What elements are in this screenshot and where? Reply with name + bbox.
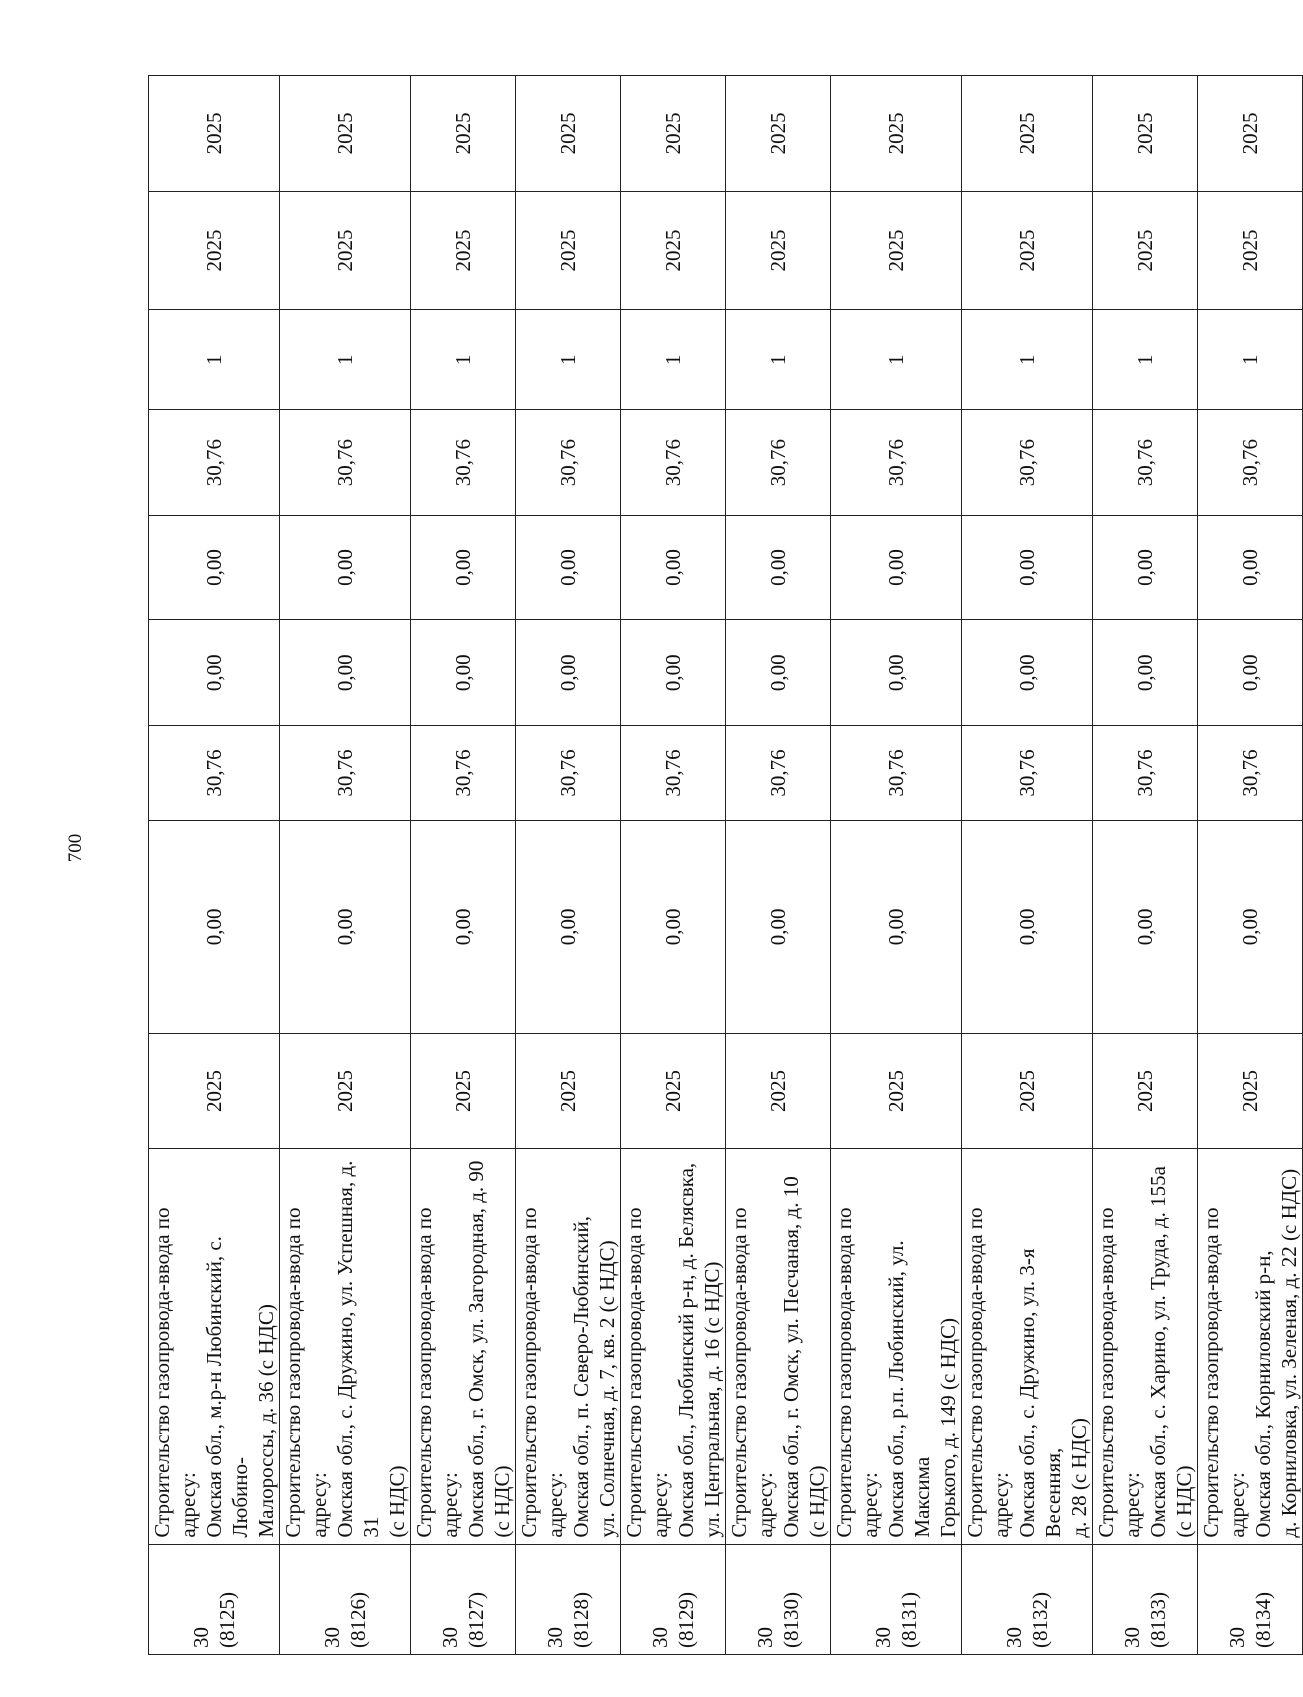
row-value-5-text: 30,76 xyxy=(556,439,580,487)
row-value-3-cell xyxy=(280,620,411,726)
row-description-text: Строительство газопровода-ввода по адресу: Омская обл., г. Омск, ул. Загородная, д. 90 (с НДС) xyxy=(412,1160,514,1538)
row-quantity-cell xyxy=(411,310,516,410)
row-value-1-text: 0,00 xyxy=(451,908,475,946)
rotated-table-container xyxy=(148,75,1301,1655)
row-start-year-cell xyxy=(516,1034,621,1149)
row-value-3-text: 0,00 xyxy=(661,654,685,692)
row-value-1-text: 0,00 xyxy=(333,908,357,946)
row-start-year-text: 2025 xyxy=(884,1070,908,1113)
row-value-4-cell xyxy=(280,515,411,619)
row-value-4-cell xyxy=(411,515,516,619)
row-description-cell xyxy=(1093,1148,1198,1544)
row-value-5-text: 30,76 xyxy=(661,439,685,487)
row-start-year-text: 2025 xyxy=(1133,1070,1157,1113)
row-year-a-cell xyxy=(280,191,411,310)
row-value-5-cell xyxy=(1093,410,1198,515)
row-quantity-cell xyxy=(621,310,726,410)
row-value-5-text: 30,76 xyxy=(884,439,908,487)
row-quantity-text: 1 xyxy=(766,354,790,366)
row-value-3-text: 0,00 xyxy=(1133,654,1157,692)
row-year-b-cell xyxy=(962,76,1093,192)
row-id-cell xyxy=(831,1544,962,1654)
row-id-cell xyxy=(411,1544,516,1654)
row-year-a-cell xyxy=(621,191,726,310)
row-value-2-cell xyxy=(1198,726,1303,820)
row-quantity-cell xyxy=(280,310,411,410)
row-value-5-cell xyxy=(280,410,411,515)
row-year-b-cell xyxy=(621,76,726,192)
row-value-5-cell xyxy=(621,410,726,515)
table-row xyxy=(411,76,516,1655)
row-quantity-text: 1 xyxy=(202,354,226,366)
row-year-b-text: 2025 xyxy=(884,112,908,155)
row-value-1-cell xyxy=(280,820,411,1034)
row-description-text: Строительство газопровода-ввода по адресу: Омская обл., р.п. Любинский, ул. Максима Горького, д. 149 (с НДС) xyxy=(832,1207,960,1538)
row-value-4-text: 0,00 xyxy=(766,549,790,586)
row-quantity-cell xyxy=(1198,310,1303,410)
row-value-1-cell xyxy=(516,820,621,1034)
row-year-a-cell xyxy=(411,191,516,310)
row-value-1-cell xyxy=(149,820,280,1034)
row-year-a-cell xyxy=(831,191,962,310)
row-value-3-text: 0,00 xyxy=(1015,654,1039,692)
row-description-cell xyxy=(831,1148,962,1544)
row-value-1-cell xyxy=(962,820,1093,1034)
row-quantity-cell xyxy=(149,310,280,410)
row-value-5-text: 30,76 xyxy=(202,439,226,487)
row-value-3-text: 0,00 xyxy=(451,654,475,692)
table-row xyxy=(726,76,831,1655)
row-value-5-text: 30,76 xyxy=(333,439,357,487)
row-value-5-cell xyxy=(1198,410,1303,515)
row-year-b-cell xyxy=(726,76,831,192)
row-value-5-text: 30,76 xyxy=(1238,439,1262,487)
row-value-2-text: 30,76 xyxy=(1238,749,1262,797)
row-description-cell xyxy=(962,1148,1093,1544)
row-value-4-text: 0,00 xyxy=(884,549,908,586)
row-value-2-text: 30,76 xyxy=(202,749,226,797)
row-value-3-cell xyxy=(411,620,516,726)
row-value-5-cell xyxy=(516,410,621,515)
row-start-year-text: 2025 xyxy=(556,1070,580,1113)
row-year-b-cell xyxy=(149,76,280,192)
row-description-cell xyxy=(149,1148,280,1544)
row-value-4-text: 0,00 xyxy=(661,549,685,586)
row-value-1-text: 0,00 xyxy=(1133,908,1157,946)
row-year-a-text: 2025 xyxy=(766,229,790,272)
row-value-1-text: 0,00 xyxy=(556,908,580,946)
row-quantity-cell xyxy=(516,310,621,410)
row-id-text: 30 (8125) xyxy=(189,1592,239,1648)
row-description-text: Строительство газопровода-ввода по адресу: Омская обл., с. Харино, ул. Труда, д. 155а (с НДС) xyxy=(1094,1166,1196,1538)
row-year-a-text: 2025 xyxy=(202,229,226,272)
row-value-4-cell xyxy=(831,515,962,619)
row-quantity-text: 1 xyxy=(1238,354,1262,366)
row-id-cell xyxy=(962,1544,1093,1654)
row-start-year-cell xyxy=(1093,1034,1198,1149)
row-quantity-cell xyxy=(962,310,1093,410)
row-value-3-text: 0,00 xyxy=(1238,654,1262,692)
row-start-year-cell xyxy=(1198,1034,1303,1149)
row-year-a-text: 2025 xyxy=(1015,229,1039,272)
row-quantity-text: 1 xyxy=(333,354,357,366)
row-year-b-cell xyxy=(280,76,411,192)
row-value-1-cell xyxy=(831,820,962,1034)
row-value-4-cell xyxy=(962,515,1093,619)
row-id-cell xyxy=(280,1544,411,1654)
row-description-cell xyxy=(621,1148,726,1544)
row-value-2-cell xyxy=(516,726,621,820)
row-year-b-text: 2025 xyxy=(1238,112,1262,155)
row-description-text: Строительство газопровода-ввода по адресу: Омская обл., Любинский р-н, д. Белясвка, ул. Центральная, д. 16 (с НДС) xyxy=(622,1162,724,1538)
row-year-b-text: 2025 xyxy=(202,112,226,155)
row-year-a-cell xyxy=(1198,191,1303,310)
row-year-b-text: 2025 xyxy=(556,112,580,155)
row-value-4-text: 0,00 xyxy=(1133,549,1157,586)
row-start-year-cell xyxy=(962,1034,1093,1149)
table-row xyxy=(149,76,280,1655)
table-row xyxy=(1198,76,1303,1655)
row-value-2-text: 30,76 xyxy=(766,749,790,797)
investment-table xyxy=(148,75,1303,1655)
row-value-2-text: 30,76 xyxy=(884,749,908,797)
row-value-2-text: 30,76 xyxy=(333,749,357,797)
table-row xyxy=(516,76,621,1655)
row-description-text: Строительство газопровода-ввода по адресу: Омская обл., м.р-н Любинский, с. Любино- Малороссы, д. 36 (с НДС) xyxy=(150,1207,278,1538)
row-start-year-text: 2025 xyxy=(766,1070,790,1113)
row-start-year-cell xyxy=(149,1034,280,1149)
row-year-a-text: 2025 xyxy=(884,229,908,272)
row-value-2-text: 30,76 xyxy=(1133,749,1157,797)
row-value-1-cell xyxy=(411,820,516,1034)
table-row xyxy=(280,76,411,1655)
row-year-a-cell xyxy=(516,191,621,310)
row-value-4-text: 0,00 xyxy=(451,549,475,586)
row-description-text: Строительство газопровода-ввода по адресу: Омская обл., Корниловский р-н, д. Корниловка, ул. Зеленая, д. 22 (с НДС) xyxy=(1199,1168,1301,1538)
row-value-4-cell xyxy=(1198,515,1303,619)
row-value-5-cell xyxy=(726,410,831,515)
row-year-b-text: 2025 xyxy=(1015,112,1039,155)
row-year-b-cell xyxy=(1198,76,1303,192)
row-value-5-text: 30,76 xyxy=(1015,439,1039,487)
row-value-4-text: 0,00 xyxy=(202,549,226,586)
row-start-year-text: 2025 xyxy=(1238,1070,1262,1113)
row-start-year-text: 2025 xyxy=(333,1070,357,1113)
row-year-b-cell xyxy=(516,76,621,192)
row-value-3-text: 0,00 xyxy=(884,654,908,692)
row-value-1-text: 0,00 xyxy=(766,908,790,946)
row-description-cell xyxy=(1198,1148,1303,1544)
row-value-2-cell xyxy=(149,726,280,820)
row-id-text: 30 (8132) xyxy=(1002,1592,1052,1648)
row-value-5-cell xyxy=(831,410,962,515)
row-year-b-text: 2025 xyxy=(333,112,357,155)
row-value-5-cell xyxy=(962,410,1093,515)
row-id-cell xyxy=(1198,1544,1303,1654)
row-id-text: 30 (8129) xyxy=(648,1592,698,1648)
row-year-a-cell xyxy=(726,191,831,310)
row-value-1-cell xyxy=(621,820,726,1034)
row-value-1-text: 0,00 xyxy=(1238,908,1262,946)
row-value-1-cell xyxy=(1093,820,1198,1034)
row-description-cell xyxy=(516,1148,621,1544)
row-value-2-cell xyxy=(831,726,962,820)
row-value-4-text: 0,00 xyxy=(1015,549,1039,586)
row-description-cell xyxy=(280,1148,411,1544)
row-year-b-text: 2025 xyxy=(661,112,685,155)
row-value-1-text: 0,00 xyxy=(661,908,685,946)
row-year-b-cell xyxy=(1093,76,1198,192)
row-id-cell xyxy=(516,1544,621,1654)
row-value-2-cell xyxy=(962,726,1093,820)
row-id-cell xyxy=(621,1544,726,1654)
row-id-text: 30 (8127) xyxy=(438,1592,488,1648)
row-year-a-text: 2025 xyxy=(451,229,475,272)
row-value-2-cell xyxy=(1093,726,1198,820)
row-value-4-cell xyxy=(726,515,831,619)
row-value-2-cell xyxy=(726,726,831,820)
row-start-year-text: 2025 xyxy=(1015,1070,1039,1113)
row-value-3-text: 0,00 xyxy=(333,654,357,692)
row-value-3-cell xyxy=(726,620,831,726)
row-year-a-cell xyxy=(1093,191,1198,310)
row-description-text: Строительство газопровода-ввода по адресу: Омская обл., п. Северо-Любинский, ул. Солнечная, д. 7, кв. 2 (с НДС) xyxy=(517,1207,619,1538)
row-value-3-cell xyxy=(1198,620,1303,726)
row-value-5-text: 30,76 xyxy=(766,439,790,487)
row-quantity-text: 1 xyxy=(1015,354,1039,366)
row-id-cell xyxy=(1093,1544,1198,1654)
row-id-text: 30 (8131) xyxy=(871,1592,921,1648)
row-value-4-cell xyxy=(149,515,280,619)
row-id-text: 30 (8128) xyxy=(543,1592,593,1648)
row-description-cell xyxy=(411,1148,516,1544)
row-value-2-cell xyxy=(621,726,726,820)
row-value-3-cell xyxy=(621,620,726,726)
row-start-year-cell xyxy=(621,1034,726,1149)
row-year-a-text: 2025 xyxy=(333,229,357,272)
row-value-3-cell xyxy=(516,620,621,726)
row-year-a-cell xyxy=(149,191,280,310)
row-year-b-cell xyxy=(411,76,516,192)
row-value-4-cell xyxy=(516,515,621,619)
row-start-year-text: 2025 xyxy=(202,1070,226,1113)
table-row xyxy=(831,76,962,1655)
row-value-2-cell xyxy=(411,726,516,820)
row-value-5-text: 30,76 xyxy=(451,439,475,487)
row-value-3-cell xyxy=(1093,620,1198,726)
row-value-3-text: 0,00 xyxy=(556,654,580,692)
row-year-b-text: 2025 xyxy=(451,112,475,155)
row-year-a-text: 2025 xyxy=(1133,229,1157,272)
row-description-cell xyxy=(726,1148,831,1544)
table-row xyxy=(621,76,726,1655)
row-value-5-cell xyxy=(411,410,516,515)
row-value-4-cell xyxy=(621,515,726,619)
row-value-1-cell xyxy=(726,820,831,1034)
row-year-a-text: 2025 xyxy=(556,229,580,272)
row-description-text: Строительство газопровода-ввода по адресу: Омская обл., с. Дружино, ул. 3-я Весенняя, д. 28 (с НДС) xyxy=(963,1207,1091,1538)
row-description-text: Строительство газопровода-ввода по адресу: Омская обл., г. Омск, ул. Песчаная, д. 10 (с НДС) xyxy=(727,1176,829,1538)
row-quantity-cell xyxy=(831,310,962,410)
row-quantity-text: 1 xyxy=(884,354,908,366)
row-value-5-cell xyxy=(149,410,280,515)
row-value-2-text: 30,76 xyxy=(556,749,580,797)
row-value-1-cell xyxy=(1198,820,1303,1034)
row-value-2-text: 30,76 xyxy=(451,749,475,797)
row-start-year-text: 2025 xyxy=(661,1070,685,1113)
row-start-year-cell xyxy=(280,1034,411,1149)
row-quantity-text: 1 xyxy=(1133,354,1157,366)
row-value-3-text: 0,00 xyxy=(202,654,226,692)
row-quantity-text: 1 xyxy=(451,354,475,366)
row-value-4-text: 0,00 xyxy=(333,549,357,586)
row-value-2-cell xyxy=(280,726,411,820)
row-year-b-text: 2025 xyxy=(1133,112,1157,155)
row-value-3-text: 0,00 xyxy=(766,654,790,692)
table-body xyxy=(149,76,1303,1655)
row-quantity-cell xyxy=(726,310,831,410)
row-year-a-text: 2025 xyxy=(1238,229,1262,272)
row-value-3-cell xyxy=(831,620,962,726)
row-start-year-cell xyxy=(411,1034,516,1149)
row-start-year-cell xyxy=(726,1034,831,1149)
row-year-a-text: 2025 xyxy=(661,229,685,272)
row-id-text: 30 (8130) xyxy=(753,1592,803,1648)
row-quantity-text: 1 xyxy=(556,354,580,366)
row-quantity-text: 1 xyxy=(661,354,685,366)
row-id-text: 30 (8126) xyxy=(320,1592,370,1648)
row-id-cell xyxy=(726,1544,831,1654)
row-value-1-text: 0,00 xyxy=(202,908,226,946)
row-year-b-cell xyxy=(831,76,962,192)
row-value-4-text: 0,00 xyxy=(556,549,580,586)
row-quantity-cell xyxy=(1093,310,1198,410)
page-number: 700 xyxy=(65,833,86,863)
row-value-3-cell xyxy=(149,620,280,726)
row-id-text: 30 (8133) xyxy=(1120,1592,1170,1648)
row-value-4-text: 0,00 xyxy=(1238,549,1262,586)
row-description-text: Строительство газопровода-ввода по адресу: Омская обл., с. Дружино, ул. Успешная, д. 31 (с НДС) xyxy=(281,1160,409,1538)
table-row xyxy=(1093,76,1198,1655)
row-value-2-text: 30,76 xyxy=(661,749,685,797)
row-value-1-text: 0,00 xyxy=(884,908,908,946)
row-value-5-text: 30,76 xyxy=(1133,439,1157,487)
row-id-text: 30 (8134) xyxy=(1225,1592,1275,1648)
row-year-a-cell xyxy=(962,191,1093,310)
table-row xyxy=(962,76,1093,1655)
row-value-3-cell xyxy=(962,620,1093,726)
row-start-year-cell xyxy=(831,1034,962,1149)
row-id-cell xyxy=(149,1544,280,1654)
row-value-4-cell xyxy=(1093,515,1198,619)
row-value-1-text: 0,00 xyxy=(1015,908,1039,946)
row-year-b-text: 2025 xyxy=(766,112,790,155)
row-start-year-text: 2025 xyxy=(451,1070,475,1113)
row-value-2-text: 30,76 xyxy=(1015,749,1039,797)
